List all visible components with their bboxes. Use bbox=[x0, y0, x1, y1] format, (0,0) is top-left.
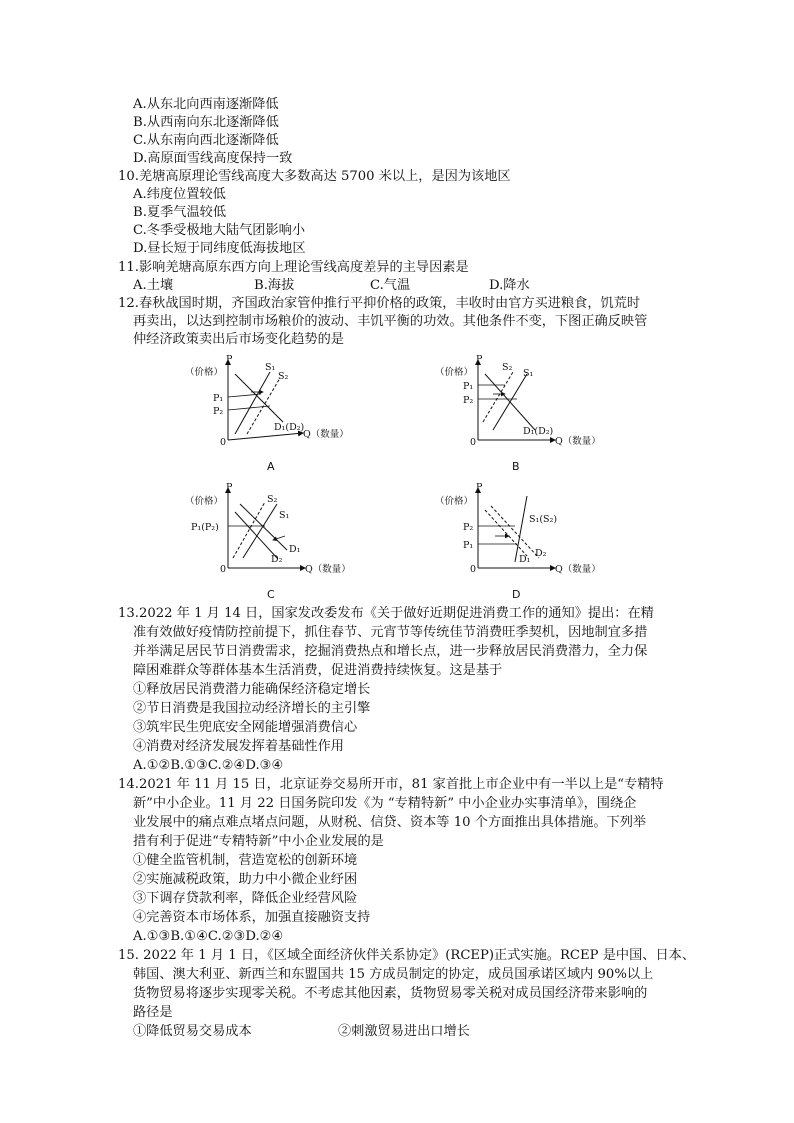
q14-stem-line4: 措有利于促进“专精特新”中小企业发展的是 bbox=[133, 834, 384, 849]
graph-d-caption: D bbox=[512, 588, 521, 601]
q10-option-b: B.夏季气温较低 bbox=[133, 205, 227, 220]
q14-item-1: ①健全监管机制，营造宽松的创新环境 bbox=[133, 853, 358, 868]
graph-a-demand-label: D₁(D₂) bbox=[274, 422, 305, 433]
graph-a-price-1: P₁ bbox=[213, 393, 224, 404]
q15-stem-line1: 15. 2022 年 1 月 1 日，《区域全面经济伙伴关系协定》(RCEP)正式实施。RCEP 是中国、日本、 bbox=[118, 948, 696, 963]
q14-item-4: ④完善资本市场体系，加强直接融资支持 bbox=[133, 910, 371, 925]
q11-option-c: C.气温 bbox=[370, 278, 411, 293]
graph-c-demand-1-label: D₁ bbox=[289, 544, 301, 555]
graph-c-demand-2 bbox=[235, 512, 277, 558]
graph-b bbox=[435, 352, 635, 482]
graph-b-p-sub: （价格） bbox=[435, 367, 474, 378]
graph-d-p-sub: （价格） bbox=[435, 496, 474, 507]
graph-c-q-label: Q（数量） bbox=[305, 564, 351, 575]
q13-answers: A.①②B.①③C.②④D.③④ bbox=[133, 758, 284, 773]
graph-d-price-1: P₁ bbox=[463, 540, 474, 551]
graph-d-origin: 0 bbox=[470, 564, 477, 575]
graph-b-supply-2-label: S₂ bbox=[502, 362, 513, 373]
graph-c-p-label: P bbox=[226, 482, 233, 493]
graph-b-supply-2 bbox=[483, 372, 513, 422]
graph-b-p-label: P bbox=[476, 354, 483, 365]
q11-option-b: B.海拔 bbox=[254, 278, 295, 293]
graph-c-caption: C bbox=[267, 588, 275, 601]
graph-d bbox=[435, 482, 635, 612]
graph-a-p-sub: （价格） bbox=[185, 367, 224, 378]
graph-a bbox=[185, 352, 385, 482]
q11-stem: 11.影响羌塘高原东西方向上理论雪线高度差异的主导因素是 bbox=[118, 260, 469, 275]
graph-a-caption: A bbox=[267, 460, 275, 473]
graph-b-caption: B bbox=[512, 460, 520, 473]
graph-a-origin: 0 bbox=[220, 437, 227, 448]
q9-option-d: D.高原面雪线高度保持一致 bbox=[133, 151, 293, 166]
graph-a-price-2: P₂ bbox=[213, 406, 224, 417]
graph-b-svg bbox=[435, 352, 635, 482]
graph-a-supply-2-label: S₂ bbox=[278, 371, 289, 382]
graph-c-demand-2-label: D₂ bbox=[271, 554, 283, 565]
graph-d-price-2: P₂ bbox=[463, 522, 474, 533]
q13-item-3: ③筑牢民生兜底安全网能增强消费信心 bbox=[133, 720, 358, 735]
q13-stem-line3: 并举满足居民节日消费需求，挖掘消费热点和增长点，进一步释放居民消费潜力，全力保 bbox=[133, 644, 648, 659]
graph-b-q-label: Q（数量） bbox=[555, 436, 601, 447]
q12-stem-line1: 12.春秋战国时期，齐国政治家管仲推行平抑价格的政策，丰收时由官方买进粮食，饥荒时 bbox=[118, 296, 641, 311]
q15-item-2: ②刺激贸易进出口增长 bbox=[338, 1024, 470, 1039]
q12-stem-line3: 仲经济政策卖出后市场变化趋势的是 bbox=[133, 332, 344, 347]
q14-stem-line3: 业发展中的痛点难点堵点问题，从财税、信贷、资本等 10 个方面推出具体措施。下列举 bbox=[133, 815, 647, 830]
q9-option-b: B.从西南向东北逐渐降低 bbox=[133, 115, 279, 130]
graph-d-p-label: P bbox=[476, 482, 483, 493]
q13-item-4: ④消费对经济发展发挥着基础性作用 bbox=[133, 739, 344, 754]
graph-b-demand bbox=[485, 374, 535, 430]
graph-d-supply bbox=[515, 496, 527, 562]
graph-b-supply-1-label: S₁ bbox=[523, 368, 534, 379]
q10-stem: 10.羌塘高原理论雪线高度大多数高达 5700 米以上，是因为该地区 bbox=[118, 169, 511, 184]
q14-answers: A.①③B.①④C.②③D.②④ bbox=[133, 929, 284, 944]
q13-stem-line2: 准有效做好疫情防控前提下，抓住春节、元宵节等传统佳节消费旺季契机，因地制宜多措 bbox=[133, 625, 648, 640]
graph-b-demand-label: D₁(D₂) bbox=[523, 426, 554, 437]
graph-d-demand-1-label: D₁ bbox=[519, 554, 531, 565]
q10-option-d: D.昼长短于同纬度低海拔地区 bbox=[133, 241, 306, 256]
q10-option-a: A.纬度位置较低 bbox=[133, 187, 226, 202]
q12-stem-line2: 再卖出，以达到控制市场粮价的波动、丰饥平衡的功效。其他条件不变，下图正确反映管 bbox=[133, 314, 648, 329]
graph-d-supply-label: S₁(S₂) bbox=[529, 514, 558, 525]
graph-a-svg bbox=[185, 352, 385, 482]
q15-item-1: ①降低贸易交易成本 bbox=[133, 1024, 252, 1039]
graph-a-p-label: P bbox=[226, 354, 233, 365]
graph-c-supply-2-label: S₂ bbox=[267, 494, 278, 505]
graph-d-q-label: Q（数量） bbox=[555, 564, 601, 575]
q14-stem-line2: 新”中小企业。11 月 22 日国务院印发《为 “专精特新” 中小企业办实事清单》，围绕企 bbox=[133, 796, 637, 811]
q15-stem-line3: 货物贸易将逐步实现零关税。不考虑其他因素，货物贸易零关税对成员国经济带来影响的 bbox=[133, 986, 648, 1001]
graph-a-demand bbox=[235, 374, 283, 422]
graph-c bbox=[185, 482, 385, 612]
q13-stem-line4: 障困难群众等群体基本生活消费，促进消费持续恢复。这是基于 bbox=[133, 663, 503, 678]
graph-b-price-2: P₂ bbox=[463, 395, 474, 406]
graph-d-svg bbox=[435, 482, 635, 612]
q15-stem-line2: 韩国、澳大利亚、新西兰和东盟国共 15 方成员制定的协定，成员国承诺区域内 90%以上 bbox=[133, 967, 654, 982]
graph-a-q-label: Q（数量） bbox=[303, 429, 349, 440]
graph-d-demand-2-label: D₂ bbox=[535, 548, 547, 559]
graph-a-supply-1-label: S₁ bbox=[265, 362, 276, 373]
q9-option-c: C.从东南向西北逐渐降低 bbox=[133, 133, 279, 148]
q10-option-c: C.冬季受极地大陆气团影响小 bbox=[133, 223, 306, 238]
q11-option-a: A.土壤 bbox=[133, 278, 174, 293]
graph-c-origin: 0 bbox=[220, 564, 227, 575]
graph-c-p-sub: （价格） bbox=[185, 496, 224, 507]
graph-c-supply-1-label: S₁ bbox=[279, 510, 290, 521]
q13-stem-line1: 13.2022 年 1 月 14 日，国家发改委发布《关于做好近期促进消费工作的通知》提出：在精 bbox=[118, 606, 654, 621]
graph-c-price-1: P₁(P₂) bbox=[191, 522, 219, 533]
graph-a-q-axis bbox=[228, 433, 303, 440]
graph-c-svg bbox=[185, 482, 385, 612]
q11-option-d: D.降水 bbox=[489, 278, 530, 293]
q13-item-1: ①释放居民消费潜力能确保经济稳定增长 bbox=[133, 682, 371, 697]
q14-stem-line1: 14.2021 年 11 月 15 日，北京证券交易所开市，81 家首批上市企业中有一半以上是“专精特 bbox=[118, 777, 664, 792]
q15-stem-line4: 路径是 bbox=[133, 1005, 173, 1020]
graph-b-origin: 0 bbox=[470, 437, 477, 448]
q13-item-2: ②节日消费是我国拉动经济增长的主引擎 bbox=[133, 701, 371, 716]
q14-item-3: ③下调存贷款利率，降低企业经营风险 bbox=[133, 891, 358, 906]
q14-item-2: ②实施减税政策，助力中小微企业纾困 bbox=[133, 872, 358, 887]
graph-b-price-1: P₁ bbox=[463, 381, 474, 392]
q9-option-a: A.从东北向西南逐渐降低 bbox=[133, 97, 279, 112]
